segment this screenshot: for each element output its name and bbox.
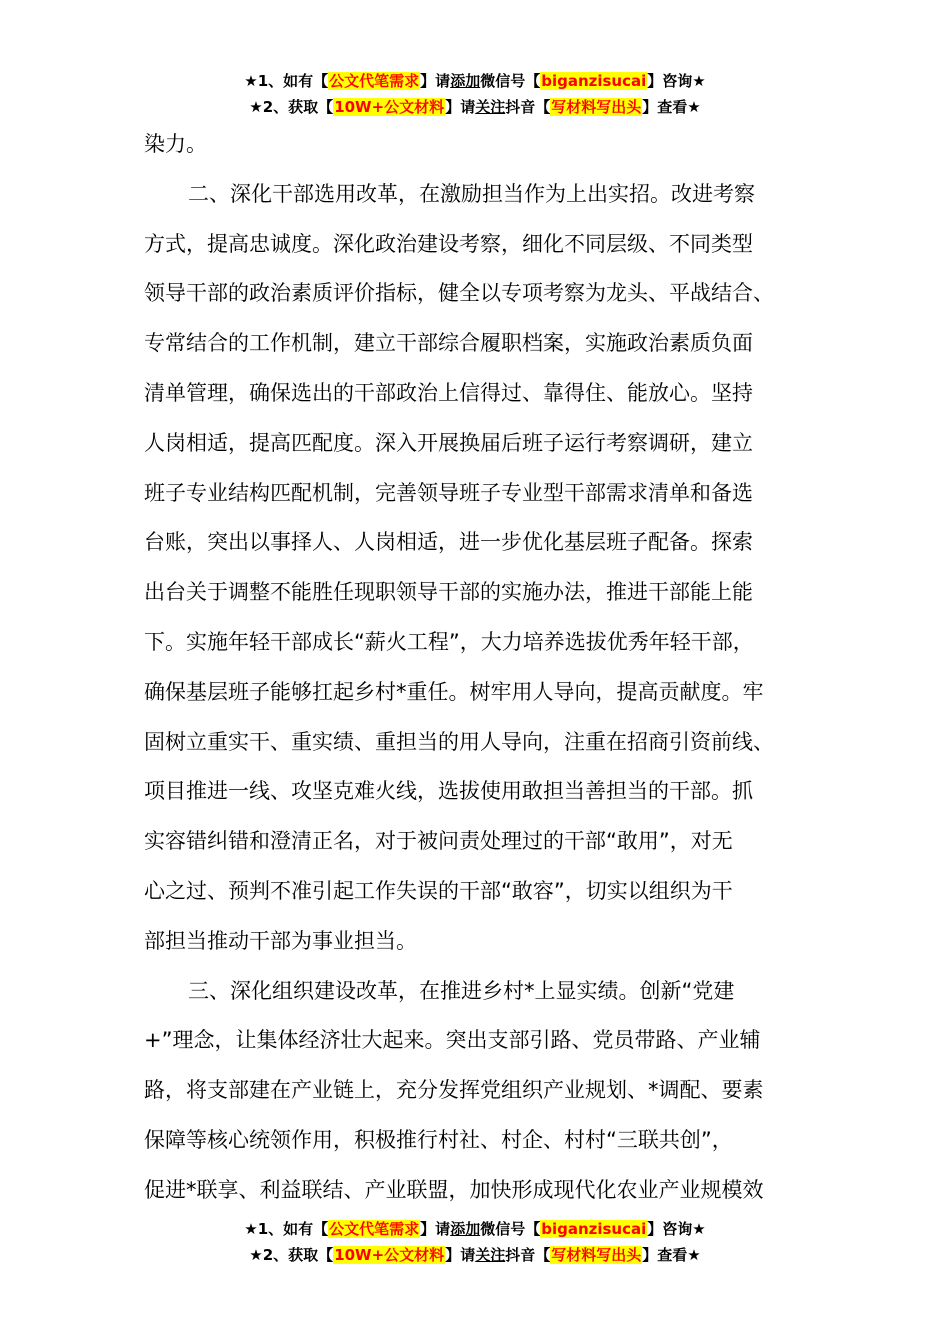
paragraph-heading-line: 二、深化干部选用改革，在激励担当作为上出实招。改进考察 [188,181,755,206]
footer-banner [0,1216,950,1268]
text-line: 人岗相适，提高匹配度。深入开展换届后班子运行考察调研，建立 [144,430,753,455]
banner-highlight: biganzisucai [541,72,647,90]
banner-text: 】查看★ [642,1246,701,1264]
text-line: 清单管理，确保选出的干部政治上信得过、靠得住、能放心。坚持 [144,380,753,405]
banner-text: 】查看★ [642,98,701,116]
header-banner [0,68,950,120]
banner-text: 】咨询★ [647,72,706,90]
banner-text: 】咨询★ [647,1220,706,1238]
text-line: 固树立重实干、重实绩、重担当的用人导向，注重在招商引资前线、 [144,729,774,754]
text-line: 台账，突出以事择人、人岗相适，进一步优化基层班子配备。探索 [144,530,753,555]
banner-text: ★1、如有【 [244,1220,329,1238]
banner-line-2 [0,94,950,120]
text-line: 心之过、预判不准引起工作失误的干部“敢容”，切实以组织为干 [144,878,733,903]
banner-text: 抖音【 [505,98,551,116]
banner-emphasis: 关注 [475,98,506,116]
text-line: 染力。 [144,132,207,156]
banner-text: 抖音【 [505,1246,551,1264]
text-line: 路，将支部建在产业链上，充分发挥党组织产业规划、*调配、要素 [144,1078,764,1103]
text-line: 确保基层班子能够扛起乡村*重任。树牢用人导向，提高贡献度。牢 [144,679,764,704]
text-line: 实容错纠错和澄清正名，对于被问责处理过的干部“敢用”，对无 [144,829,733,854]
text-line: 出台关于调整不能胜任现职领导干部的实施办法，推进干部能上能 [144,580,753,605]
banner-text: ★2、获取【 [249,98,334,116]
banner-text: 】请 [445,1246,476,1264]
banner-line-1 [0,68,950,94]
banner-highlight: 公文代笔需求 [329,72,420,90]
banner-text: 微信号【 [480,1220,541,1238]
text-line: 下。实施年轻干部成长“薪火工程”，大力培养选拔优秀年轻干部， [144,629,754,654]
text-line: 部担当推动干部为事业担当。 [144,928,417,953]
banner-text: 】请 [445,98,476,116]
text-line: 班子专业结构匹配机制，完善领导班子专业型干部需求清单和备选 [144,480,753,505]
banner-emphasis: 添加 [450,1220,481,1238]
paragraph-heading-line: 三、深化组织建设改革，在推进乡村*上显实绩。创新“党建 [188,978,735,1003]
banner-highlight: biganzisucai [541,1220,647,1238]
text-line: 方式，提高忠诚度。深化政治建设考察，细化不同层级、不同类型 [144,231,753,256]
banner-emphasis: 添加 [450,72,481,90]
banner-highlight: 10W+公文材料 [334,98,445,116]
banner-text: 微信号【 [480,72,541,90]
text-line: 专常结合的工作机制，建立干部综合履职档案，实施政治素质负面 [144,331,753,356]
text-line: 促进*联享、利益联结、产业联盟，加快形成现代化农业产业规模效 [144,1177,764,1202]
banner-emphasis: 关注 [475,1246,506,1264]
banner-highlight: 写材料写出头 [551,98,642,116]
banner-highlight: 公文代笔需求 [329,1220,420,1238]
banner-text: ★2、获取【 [249,1246,334,1264]
banner-line-2 [0,1242,950,1268]
text-line: 领导干部的政治素质评价指标，健全以专项考察为龙头、平战结合、 [144,281,774,306]
text-line: 项目推进一线、攻坚克难火线，选拔使用敢担当善担当的干部。抓 [144,779,753,804]
banner-text: 】请 [420,72,451,90]
banner-text: 】请 [420,1220,451,1238]
banner-text: ★1、如有【 [244,72,329,90]
text-line: 保障等核心统领作用，积极推行村社、村企、村村“三联共创”， [144,1127,733,1152]
text-line: +”理念，让集体经济壮大起来。突出支部引路、党员带路、产业辅 [144,1028,761,1053]
banner-line-1 [0,1216,950,1242]
banner-highlight: 10W+公文材料 [334,1246,445,1264]
banner-highlight: 写材料写出头 [551,1246,642,1264]
document-body [144,120,814,1216]
